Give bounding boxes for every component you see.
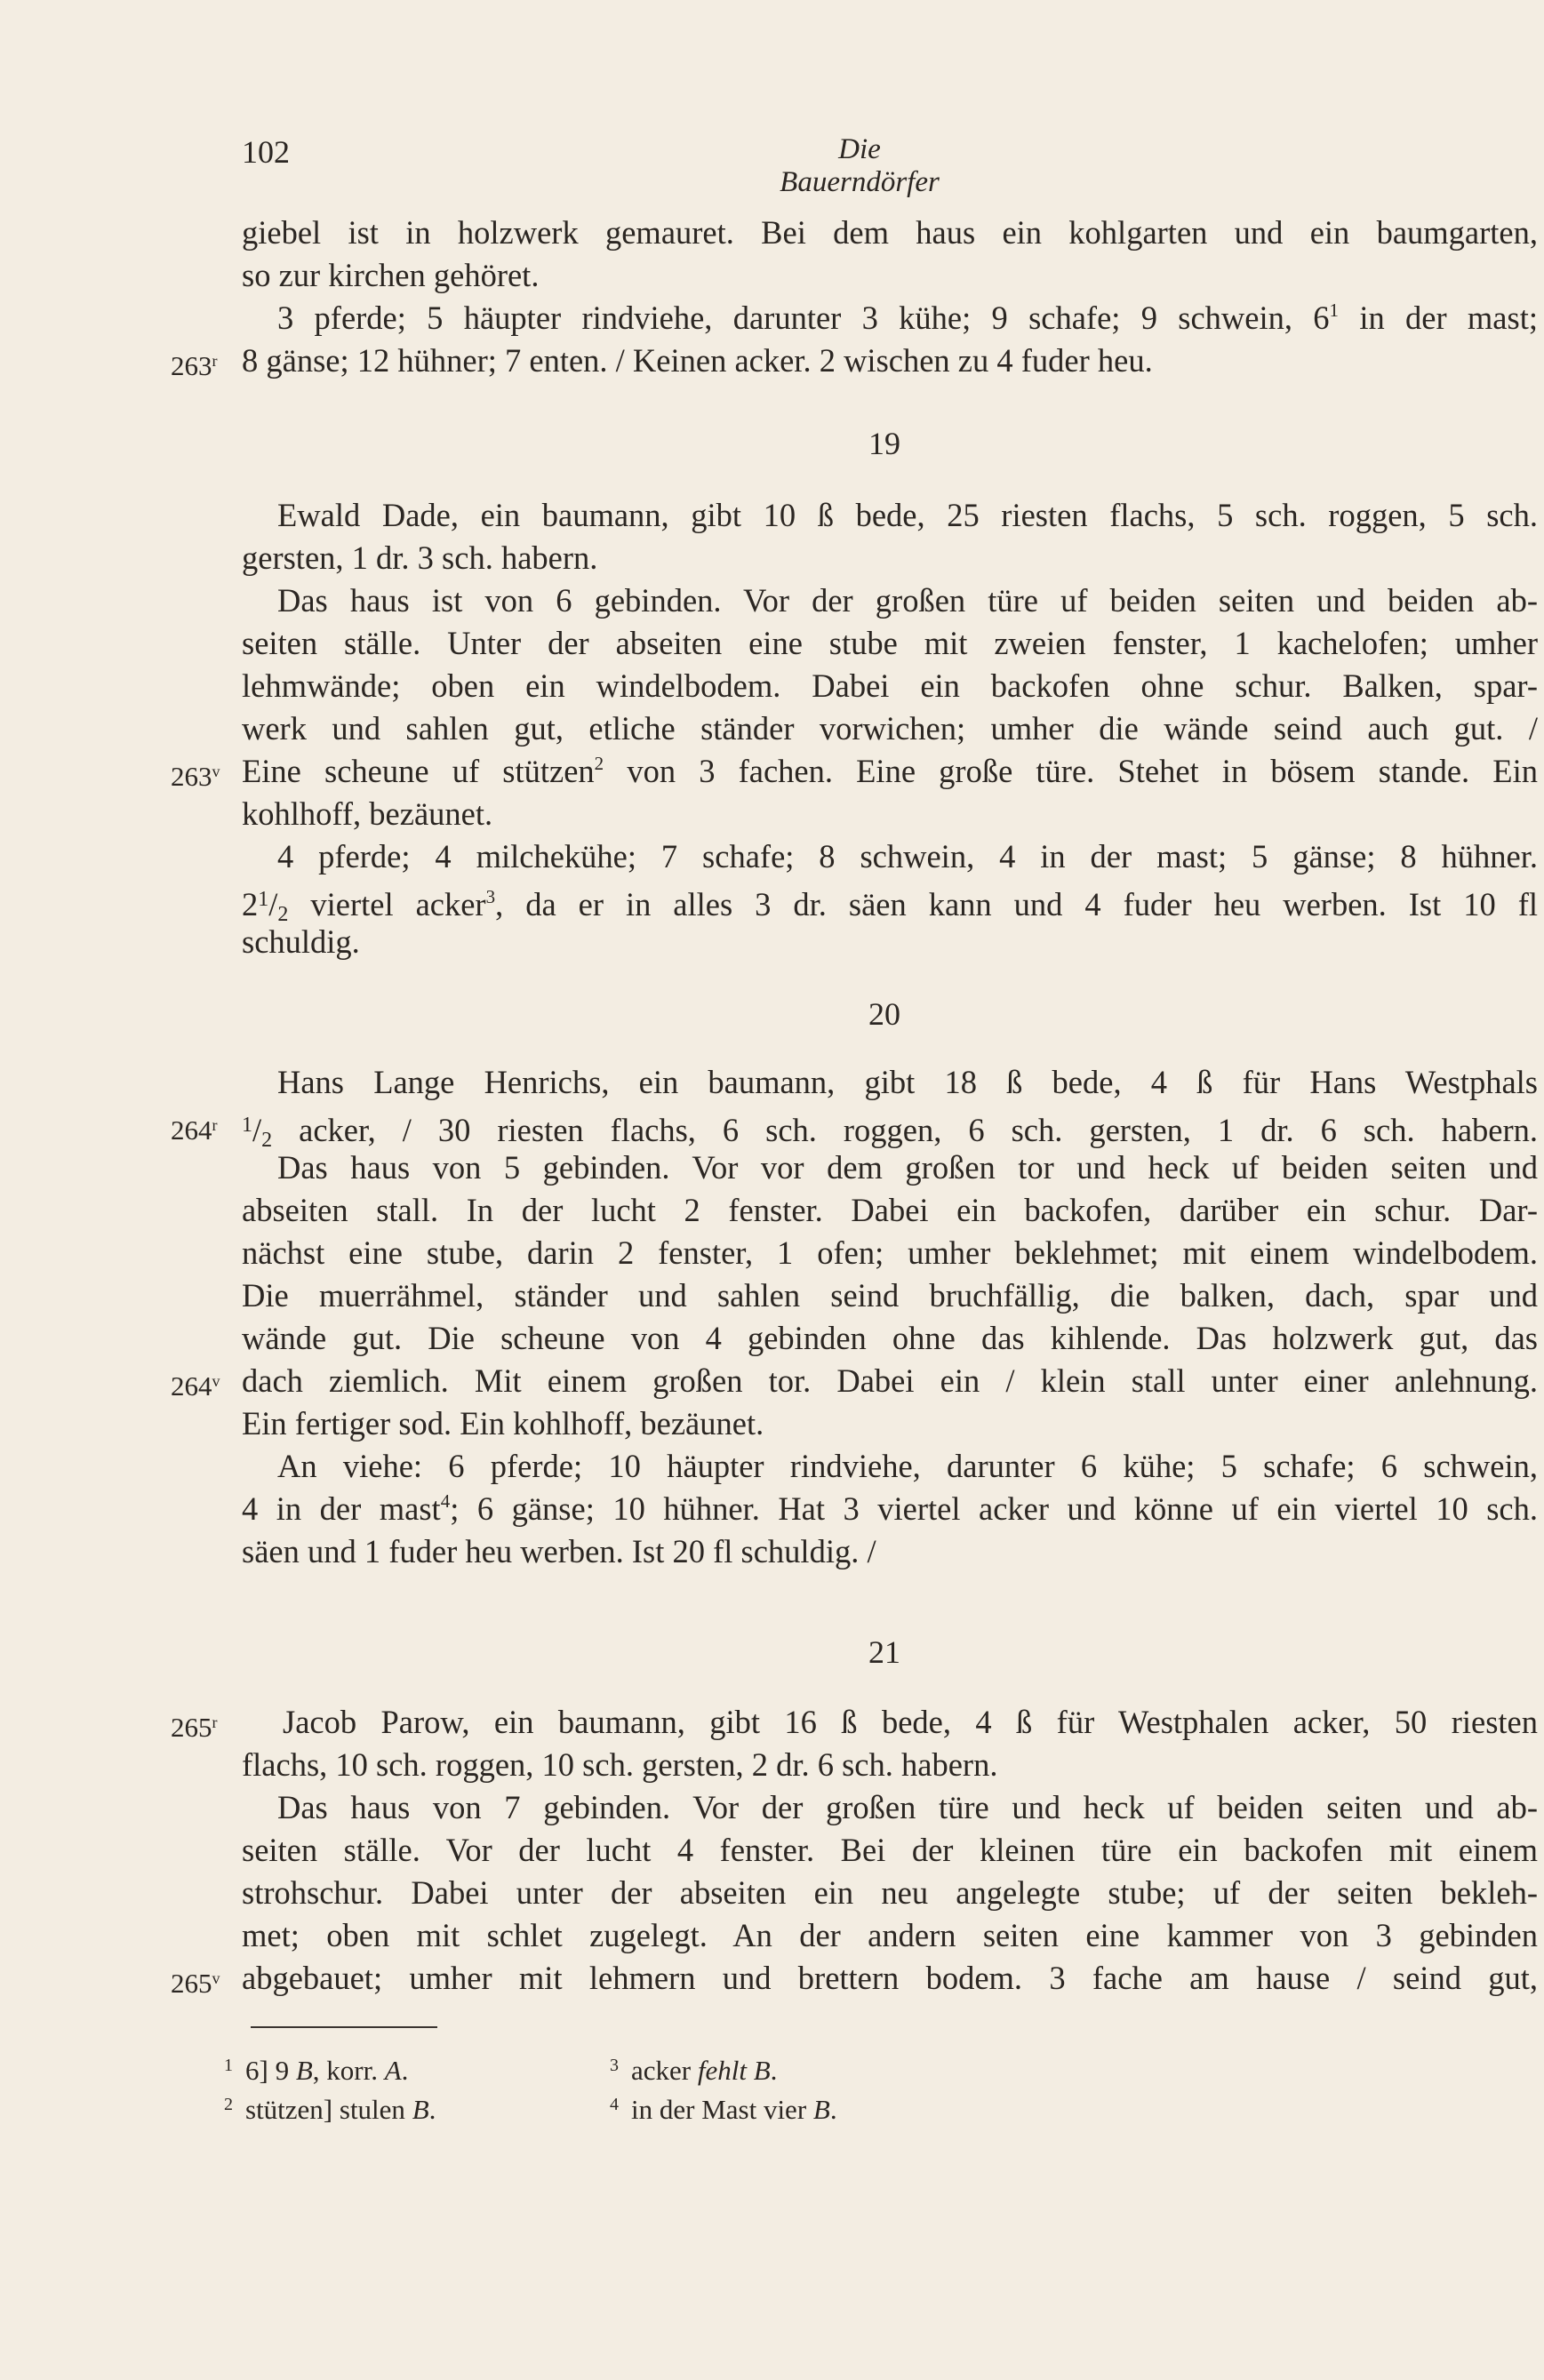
- folio-marker: 263$^v$: [171, 761, 220, 792]
- text-line: werk und sahlen gut, etliche ständer vorwichen; umher die wände seind auch gut. /: [242, 710, 1538, 747]
- folio-marker: 265$^v$: [171, 1968, 220, 1999]
- text-line: Das haus von 5 gebinden. Vor vor dem großen tor und heck uf beiden seiten und: [277, 1149, 1538, 1186]
- text-line: abgebauet; umher mit lehmern und brettern bodem. 3 fache am hause / seind gut,: [242, 1960, 1538, 1996]
- footnote-ref: 2: [594, 753, 604, 774]
- text-line: 4 pferde; 4 milchekühe; 7 schafe; 8 schwein, 4 in der mast; 5 gänse; 8 hühner.: [277, 838, 1538, 875]
- text-line: gersten, 1 dr. 3 sch. habern.: [242, 539, 598, 576]
- footnote-ref: 4: [440, 1490, 451, 1512]
- text-line: Das haus ist von 6 gebinden. Vor der großen türe uf beiden seiten und beiden ab-: [277, 582, 1538, 619]
- text-line: 4 in der mast$^4$; 6 gänse; 10 hühner. Hat 3 viertel acker und könne uf ein viertel 10 sch.: [242, 1490, 1538, 1527]
- text-line: seiten ställe. Unter der abseiten eine stube mit zweien fenster, 1 kachelofen; umher: [242, 625, 1538, 661]
- text-line: Eine scheune uf stützen$^2$ von 3 fachen. Eine große türe. Stehet in bösem stande. Ein: [242, 753, 1538, 789]
- section-number: 21: [868, 1634, 900, 1670]
- footnote: $^4$ in der Mast vier B.: [610, 2094, 837, 2125]
- text-line: Ewald Dade, ein baumann, gibt 10 ß bede, 25 riesten flachs, 5 sch. roggen, 5 sch.: [277, 497, 1538, 533]
- text-line: $2^1/2$ viertel acker$^3$, da er in alles 3 dr. säen kann und 4 fuder heu werben. Ist 10 fl: [242, 886, 1539, 926]
- text-line: giebel ist in holzwerk gemauret. Bei dem haus ein kohlgarten und ein baumgarten,: [242, 214, 1538, 251]
- text-line: abseiten stall. In der lucht 2 fenster. Dabei ein backofen, darüber ein schur. Dar-: [242, 1192, 1538, 1228]
- footnote-ref: 3: [485, 886, 496, 907]
- text-line: An viehe: 6 pferde; 10 häupter rindviehe, darunter 6 kühe; 5 schafe; 6 schwein,: [277, 1448, 1538, 1484]
- text-line: schuldig.: [242, 923, 360, 960]
- text-line: säen und 1 fuder heu werben. Ist 20 fl schuldig. /: [242, 1533, 876, 1569]
- running-header: [242, 133, 1538, 198]
- running-title: Die Bauerndörfer: [780, 133, 940, 198]
- text-line: 3 pferde; 5 häupter rindviehe, darunter 3 kühe; 9 schafe; 9 schwein, 6$^1$ in der mast;: [277, 299, 1538, 336]
- folio-marker: 264$^r$: [171, 1114, 218, 1146]
- text-line: Die muerrähmel, ständer und sahlen seind bruchfällig, die balken, dach, spar und: [242, 1277, 1538, 1314]
- page-number: 102: [242, 134, 290, 170]
- text-line: nächst eine stube, darin 2 fenster, 1 ofen; umher beklehmet; mit einem windelbodem.: [242, 1234, 1538, 1271]
- text-line: Ein fertiger sod. Ein kohlhoff, bezäunet.: [242, 1405, 764, 1442]
- text-line: so zur kirchen gehöret.: [242, 257, 540, 293]
- text-line: kohlhoff, bezäunet.: [242, 795, 493, 832]
- text-line: Das haus von 7 gebinden. Vor der großen türe und heck uf beiden seiten und ab-: [277, 1789, 1538, 1825]
- footnote: $^3$ acker fehlt B.: [610, 2055, 778, 2086]
- footnote: $^1$ 6] 9 B, korr. A.: [224, 2055, 409, 2086]
- text-line: met; oben mit schlet zugelegt. An der andern seiten eine kammer von 3 gebinden: [242, 1917, 1538, 1953]
- text-line: strohschur. Dabei unter der abseiten ein neu angelegte stube; uf der seiten bekleh-: [242, 1874, 1538, 1911]
- text-line: $^1$/2 acker, / 30 riesten flachs, 6 sch. roggen, 6 sch. gersten, 1 dr. 6 sch. habern.: [242, 1112, 1538, 1152]
- text-line: wände gut. Die scheune von 4 gebinden ohne das kihlende. Das holzwerk gut, das: [242, 1320, 1538, 1356]
- section-number: 20: [868, 996, 900, 1032]
- text-line: dach ziemlich. Mit einem großen tor. Dabei ein / klein stall unter einer anlehnung.: [242, 1362, 1538, 1399]
- text-line: lehmwände; oben ein windelbodem. Dabei ein backofen ohne schur. Balken, spar-: [242, 667, 1538, 704]
- text-line: seiten ställe. Vor der lucht 4 fenster. Bei der kleinen türe ein backofen mit einem: [242, 1832, 1538, 1868]
- text-line: Jacob Parow, ein baumann, gibt 16 ß bede, 4 ß für Westphalen acker, 50 riesten: [283, 1704, 1538, 1740]
- text-line: Hans Lange Henrichs, ein baumann, gibt 18 ß bede, 4 ß für Hans Westphals: [277, 1064, 1538, 1100]
- folio-marker: 264$^v$: [171, 1370, 220, 1402]
- folio-marker: 265$^r$: [171, 1712, 218, 1743]
- footnote-rule: [251, 2026, 437, 2028]
- section-number: 19: [868, 426, 900, 461]
- footnote: $^2$ stützen] stulen B.: [224, 2094, 436, 2125]
- folio-marker: 263$^r$: [171, 350, 218, 381]
- text-line: flachs, 10 sch. roggen, 10 sch. gersten, 2 dr. 6 sch. habern.: [242, 1746, 998, 1783]
- footnote-ref: 1: [1329, 299, 1340, 321]
- text-line: 8 gänse; 12 hühner; 7 enten. / Keinen acker. 2 wischen zu 4 fuder heu.: [242, 342, 1153, 379]
